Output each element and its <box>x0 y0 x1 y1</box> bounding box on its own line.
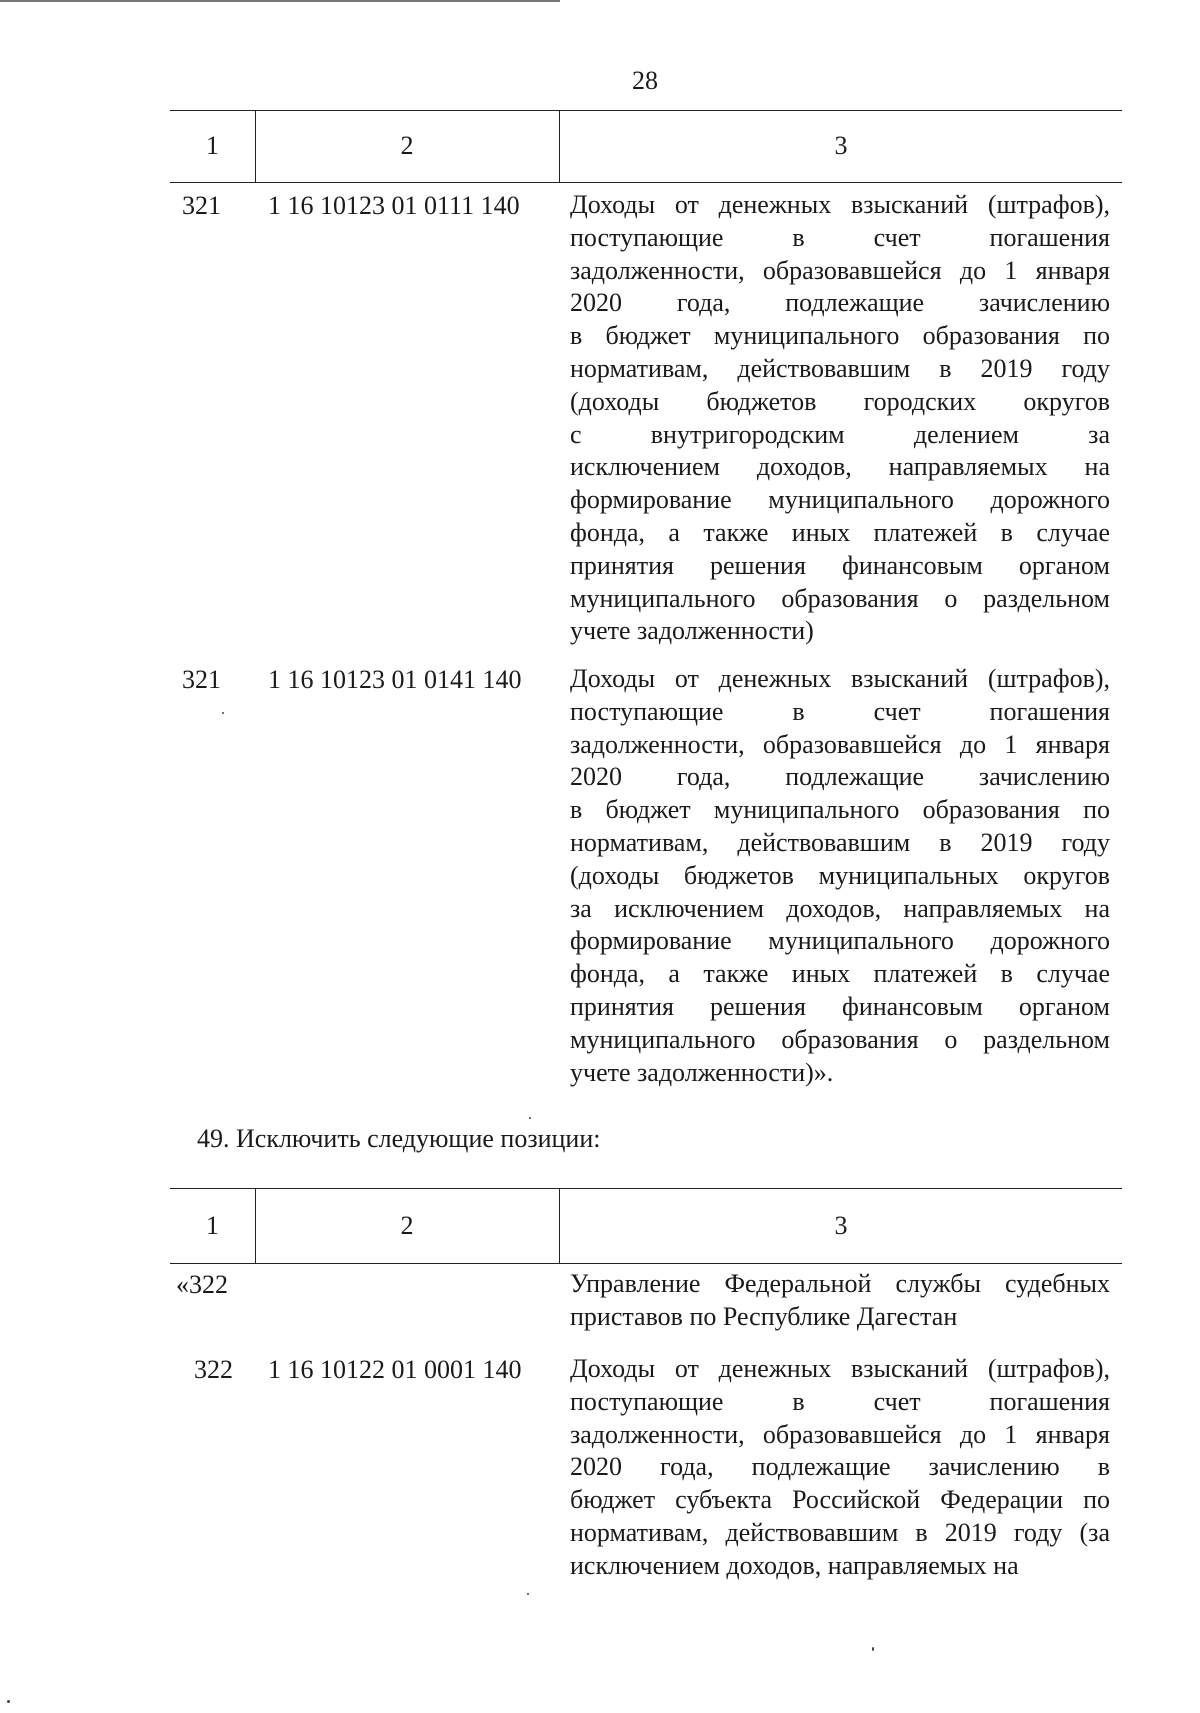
description-line: поступающие в счет погашения <box>570 1386 1110 1416</box>
scan-speck <box>529 1117 531 1119</box>
description-line: нормативам, действовавшим в 2019 году <box>570 353 1110 383</box>
description-line: принятия решения финансовым органом <box>570 991 1110 1021</box>
description-line: бюджет субъекта Российской Федерации по <box>570 1485 1110 1515</box>
table-1-row-1-col1: 321 <box>182 191 221 220</box>
description-line: муниципального образования о раздельном <box>570 583 1110 613</box>
description-line: формирование муниципального дорожного <box>570 926 1110 956</box>
description-line: поступающие в счет погашения <box>570 222 1110 252</box>
table-2-header-col1: 1 <box>206 1211 219 1240</box>
description-line: учете задолженности) <box>570 616 814 646</box>
table-1-header-rule <box>170 182 1122 183</box>
description-line: Доходы от денежных взысканий (штрафов), <box>570 664 1110 693</box>
table-2-row-2-col1: 322 <box>194 1355 233 1384</box>
description-line: за исключением доходов, направляемых на <box>570 893 1110 923</box>
description-line: задолженности, образовавшейся до 1 января <box>570 729 1110 759</box>
scan-speck <box>222 712 224 714</box>
description-line: фонда, а также иных платежей в случае <box>570 517 1110 547</box>
description-line: исключением доходов, направляемых на <box>570 452 1110 482</box>
description-line: нормативам, действовавшим в 2019 году (за <box>570 1517 1110 1547</box>
table-2-header-col2: 2 <box>400 1211 414 1240</box>
description-line: 2020 года, подлежащие зачислению <box>570 288 1110 318</box>
table-2-header-col3: 3 <box>834 1211 848 1240</box>
scan-speck <box>872 1647 874 1651</box>
description-line: муниципального образования о раздельном <box>570 1024 1110 1054</box>
description-line: Управление Федеральной службы судебных <box>570 1269 1110 1298</box>
description-line: принятия решения финансовым органом <box>570 550 1110 580</box>
table-1-divider-2 <box>559 110 560 182</box>
table-1-divider-1 <box>255 110 256 182</box>
table-1-header-col3: 3 <box>834 131 848 160</box>
table-1-row-2-description <box>570 663 1110 1089</box>
description-line: исключением доходов, направляемых на <box>570 1550 1019 1580</box>
table-1-row-2-col2: 1 16 10123 01 0141 140 <box>268 665 522 694</box>
description-line: 2020 года, подлежащие зачислению в <box>570 1452 1110 1482</box>
description-line: (доходы бюджетов городских округов <box>570 386 1110 416</box>
description-line: (доходы бюджетов муниципальных округов <box>570 860 1110 890</box>
table-2-row-1-col1: «322 <box>176 1270 228 1299</box>
scan-speck <box>7 1700 10 1703</box>
description-line: Доходы от денежных взысканий (штрафов), <box>570 190 1110 219</box>
table-1-row-2-col1: 321 <box>182 665 221 694</box>
table-2-header-rule <box>170 1263 1122 1264</box>
table-2-divider-1 <box>255 1188 256 1263</box>
section-heading: 49. Исключить следующие позиции: <box>197 1124 601 1153</box>
scan-edge-line <box>0 0 560 2</box>
table-1-header-col1: 1 <box>206 131 219 160</box>
table-2-row-2-description <box>570 1353 1110 1583</box>
table-2-top-rule <box>170 1188 1122 1189</box>
description-line: 2020 года, подлежащие зачислению <box>570 762 1110 792</box>
scan-speck <box>527 1593 529 1595</box>
description-line: поступающие в счет погашения <box>570 696 1110 726</box>
description-line: Доходы от денежных взысканий (штрафов), <box>570 1354 1110 1383</box>
description-line: задолженности, образовавшейся до 1 января <box>570 1419 1110 1449</box>
table-2-divider-2 <box>559 1188 560 1263</box>
description-line: нормативам, действовавшим в 2019 году <box>570 827 1110 857</box>
description-line: приставов по Республике Дагестан <box>570 1301 958 1331</box>
description-line: в бюджет муниципального образования по <box>570 795 1110 825</box>
description-line: с внутригородским делением за <box>570 419 1110 449</box>
table-2-row-1-description <box>570 1268 1110 1334</box>
table-1-top-rule <box>170 110 1122 111</box>
description-line: фонда, а также иных платежей в случае <box>570 959 1110 989</box>
page-number: 28 <box>632 66 658 95</box>
table-2-row-2-col2: 1 16 10122 01 0001 140 <box>268 1355 522 1384</box>
description-line: задолженности, образовавшейся до 1 января <box>570 255 1110 285</box>
table-1-row-1-col2: 1 16 10123 01 0111 140 <box>268 191 520 220</box>
description-line: в бюджет муниципального образования по <box>570 321 1110 351</box>
table-1-header-col2: 2 <box>400 131 414 160</box>
description-line: учете задолженности)». <box>570 1057 834 1087</box>
table-1-row-1-description <box>570 189 1110 648</box>
description-line: формирование муниципального дорожного <box>570 485 1110 515</box>
